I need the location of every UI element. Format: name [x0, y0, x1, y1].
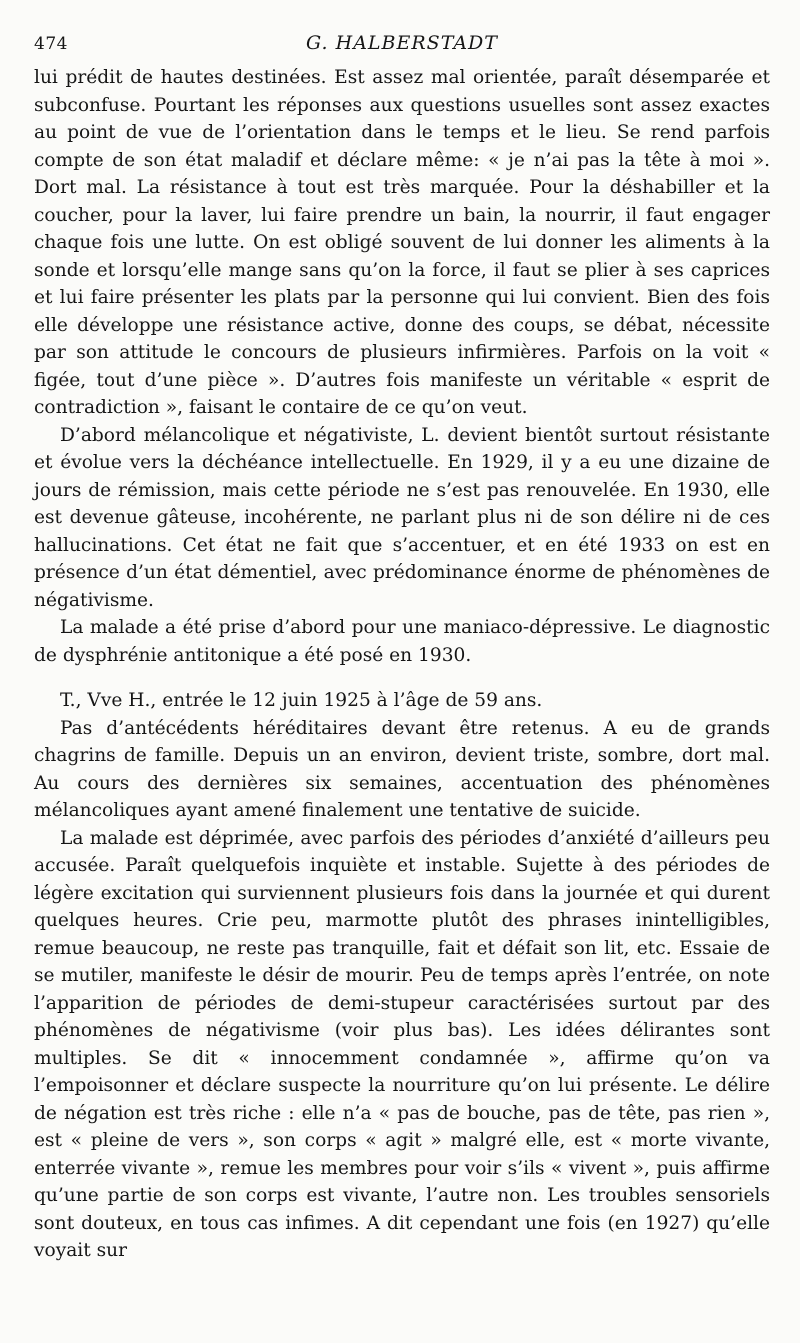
running-head — [34, 24, 770, 64]
paragraph-symptoms: La malade est déprimée, avec parfois des périodes d’anxiété d’ailleurs peu accusée. Paraît quelquefois inquiète et instable. Sujette à des périodes de légère excitation qui surviennent plusieurs fois dans la journée et qui durent quelques heures. Crie peu, marmotte plutôt des phrases inintelligibles, remue beaucoup, ne reste pas tranquille, fait et défait son lit, etc. Essaie de se mutiler, manifeste le désir de mourir. Peu de temps après l’entrée, on note l’apparition de périodes de demi-stupeur caractérisées surtout par des phénomènes de négativisme (voir plus bas). Les idées délirantes sont multiples. Se dit « innocemment condamnée », affirme qu’on va l’empoisonner et déclare suspecte la nourriture qu’on lui présente. Le délire de négation est très riche : elle n’a « pas de bouche, pas de tête, pas rien », est « pleine de vers », son corps « agit » malgré elle, est « morte vivante, enterrée vivante », remue les membres pour voir s’ils « vivent », puis affirme qu’une partie de son corps est vivante, l’autre non. Les troubles sensoriels sont douteux, en tous cas infimes. A dit cependant une fois (en 1927) qu’elle voyait sur — [34, 827, 770, 1261]
page-number: 474 — [34, 34, 68, 54]
page-body — [34, 64, 770, 1265]
paragraph-history: Pas d’antécédents héréditaires devant être retenus. A eu de grands chagrins de famille. Depuis un an environ, devient triste, sombre, dort mal. Au cours des dernières six semaines, accentuation des phénomènes mélancoliques ayant amené finalement une tentative de suicide. — [34, 717, 770, 821]
paragraph-evolution: D’abord mélancolique et négativiste, L. devient bientôt surtout résistante et évolue vers la déchéance intellectuelle. En 1929, il y a eu une dizaine de jours de rémission, mais cette période ne s’est pas renouvelée. En 1930, elle est devenue gâteuse, incohérente, ne parlant plus ni de son délire ni de ces hallucinations. Cet état ne fait que s’accentuer, et en été 1933 on est en présence d’un état démentiel, avec prédominance énorme de phénomènes de négativisme. — [34, 424, 770, 611]
case-heading: T., Vve H., entrée le 12 juin 1925 à l’âge de 59 ans. — [60, 690, 543, 711]
paragraph-diagnosis: La malade a été prise d’abord pour une maniaco-dépressive. Le diagnostic de dysphrénie antitonique a été posé en 1930. — [34, 617, 770, 666]
running-title: G. HALBERSTADT — [306, 32, 498, 54]
paragraph-continuation: lui prédit de hautes destinées. Est assez mal orientée, paraît désemparée et subconfuse. Pourtant les réponses aux questions usuelles sont assez exactes au point de vue de l’orientation dans le temps et le lieu. Se rend parfois compte de son état maladif et déclare même: « je n’ai pas la tête à moi ». Dort mal. La résistance à tout est très marquée. Pour la déshabiller et la coucher, pour la laver, lui faire prendre un bain, la nourrir, il faut engager chaque fois une lutte. On est obligé souvent de lui donner les aliments à la sonde et lorsqu’elle mange sans qu’on la force, il faut se plier à ses caprices et lui faire présenter les plats par la personne qui lui convient. Bien des fois elle développe une résistance active, donne des coups, se débat, nécessite par son attitude le concours de plusieurs infirmières. Parfois on la voit « figée, tout d’une pièce ». D’autres fois manifeste un véritable « esprit de contradiction », faisant le contaire de ce qu’on veut. — [34, 67, 770, 418]
